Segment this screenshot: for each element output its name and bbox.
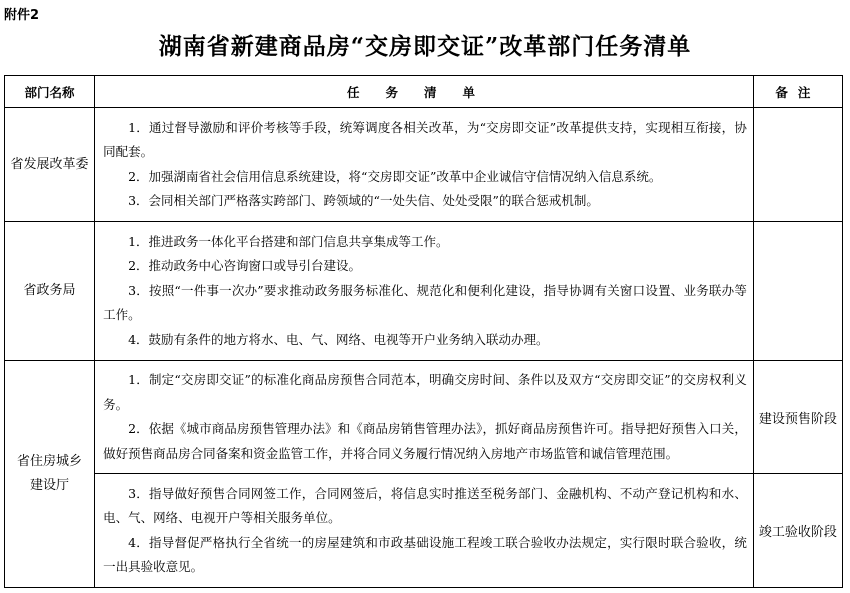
tasks-cell <box>95 108 754 222</box>
note-cell <box>753 222 842 361</box>
dept-cell <box>5 361 95 588</box>
task-item: 1．推进政务一体化平台搭建和部门信息共享集成等工作。 <box>128 233 449 249</box>
task-item: 4．鼓励有条件的地方将水、电、气、网络、电视等开户业务纳入联动办理。 <box>128 331 549 347</box>
dept-line: 建设厅 <box>30 478 70 493</box>
attachment-label: 附件2 <box>4 8 40 23</box>
note-cell: 竣工验收阶段 <box>753 474 842 588</box>
task-table <box>4 75 843 588</box>
task-item: 2．加强湖南省社会信用信息系统建设，将“交房即交证”改革中企业诚信守信情况纳入信息系统。 <box>128 168 662 184</box>
note-cell: 建设预售阶段 <box>753 361 842 474</box>
task-item: 2．推动政务中心咨询窗口或导引台建设。 <box>128 258 362 274</box>
tasks-cell <box>95 222 754 361</box>
task-item: 3．按照“一件事一次办”要求推动政务服务标准化、规范化和便利化建设，指导协调有关窗口设置、业务联办等工作。 <box>103 282 747 323</box>
dept-line: 省住房城乡 <box>17 454 83 469</box>
note-cell <box>753 108 842 222</box>
document-title: 湖南省新建商品房“交房即交证”改革部门任务清单 <box>158 33 692 60</box>
table-row <box>5 222 843 361</box>
table-row <box>5 361 843 474</box>
dept-cell: 省政务局 <box>5 222 95 361</box>
tasks-cell <box>95 361 754 474</box>
dept-cell: 省发展改革委 <box>5 108 95 222</box>
header-dept: 部门名称 <box>5 76 95 108</box>
task-item: 3．指导做好预售合同网签工作，合同网签后，将信息实时推送至税务部门、金融机构、不动产登记机构和水、电、气、网络、电视开户等相关服务单位。 <box>103 485 747 525</box>
table-row <box>5 108 843 222</box>
task-item: 4．指导督促严格执行全省统一的房屋建筑和市政基础设施工程竣工联合验收办法规定，实行限时联合验收，统一出具验收意见。 <box>103 534 747 574</box>
table-row <box>5 474 843 588</box>
task-item: 2．依据《城市商品房预售管理办法》和《商品房销售管理办法》，抓好商品房预售许可。指导把好预售入口关，做好预售商品房合同备案和资金监管工作，并将合同义务履行情况纳入房地产市场监管和诚信管理范围。 <box>103 421 747 461</box>
table-header-row <box>5 76 843 108</box>
task-item: 1．制定“交房即交证”的标准化商品房预售合同范本，明确交房时间、条件以及双方“交房即交证”的交房权利义务。 <box>103 372 747 412</box>
task-item: 3．会同相关部门严格落实跨部门、跨领域的“一处失信、处处受限”的联合惩戒机制。 <box>128 193 599 208</box>
tasks-cell <box>95 474 754 588</box>
task-item: 1．通过督导激励和评价考核等手段，统筹调度各相关改革，为“交房即交证”改革提供支持，实现相互衔接，协同配套。 <box>103 119 747 159</box>
header-note: 备注 <box>753 76 842 108</box>
header-tasks: 任务清单 <box>95 76 754 108</box>
